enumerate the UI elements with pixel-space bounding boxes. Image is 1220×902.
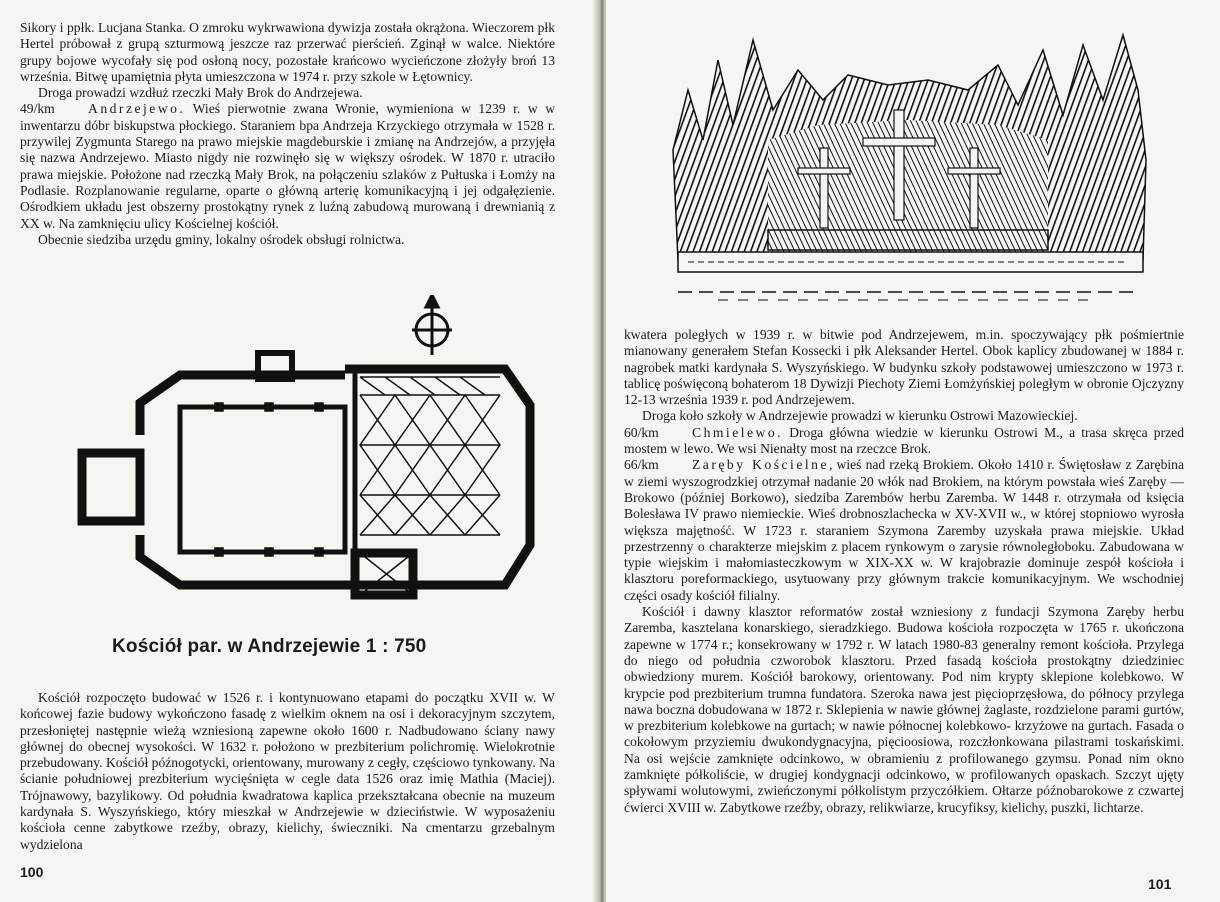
paragraph-top: kwatera poległych w 1939 r. w bitwie pod Andrzejewem, m.in. spoczywający płk pośmiertnie mianowany generałem Stefan Kossecki i płk Aleksander Hertel. Obok kaplicy zbudowanej w 1884 r. nagrobek matki kardynała S. Wyszyńskiego. W budynku szkoły podstawowej umieszczono w 1973 r. tablicę poświęconą bohaterom 18 Dywizji Piechoty Ziemi Łomżyńskiej poległym w obronie Ojczyzny 12-13 września 1939 r. pod Andrzejewem. [624, 327, 1184, 408]
entry-text: Droga główna wiedzie w kierunku Ostrowi M., a trasa skręca przed mostem w lewo. We wsi Nienałty most na rzeczce Brok. [624, 424, 1184, 457]
war-memorial-crosses-drawing [658, 30, 1158, 320]
paragraph-after: Obecnie siedziba urzędu gminy, lokalny ośrodek obsługi rolnictwa. [38, 231, 405, 247]
entry-andrzejewo [20, 101, 555, 231]
km-marker: 49/km [20, 101, 55, 117]
entry-text: Wieś pierwotnie zwana Wronie, wymieniona w 1239 r. w w inwentarzu dóbr biskupstwa płockiego. Staraniem bpa Andrzeja Krzyckiego otrzymała w 1528 r. przywilej Zygmunta Starego na prawo miejskie magdeburskie i zmianę na Andrzejów, a przyjęła się nazwa Andrzejewo. Miasto nigdy nie rozwinęło się w większy ośrodek. W 1870 r. utraciło prawa miejskie. Położone nad rzeczką Mały Brok, na połączeniu szlaków z Pułtuska i Łomży na Podlasie. Rozplanowanie regularne, oparte o główną arterię komunikacyjną i jej odgałęzienie. Ośrodkiem układu jest obszerny prostokątny rynek z luźną zabudową murowaną i drewnianią z XX w. Na zamknięciu ulicy Kościelnej kościół. [20, 101, 556, 231]
page-number-left: 100 [20, 864, 44, 880]
figure-caption: Kościół par. w Andrzejewie 1 : 750 [112, 636, 427, 657]
left-text-top [20, 20, 555, 248]
entry-name: Andrzejewo. [88, 101, 186, 117]
church-floor-plan [0, 295, 598, 625]
page-number-right: 101 [1148, 876, 1172, 892]
paragraph-church: Kościół i dawny klasztor reformatów został wzniesiony z fundacji Szymona Zaręby herbu Zaremba, kasztelana konarskiego, sieradzkiego. Budowa kościoła rozpoczęta w 1765 r. ukończona zapewne w 1774 r.; konsekrowany w 1792 r. W latach 1980-83 generalny remont kościoła. Przylega do niego od południa czworobok klasztoru. Przed fasadą kościoła prostokątny dziedziniec obwiedziony murem. Kościół barokowy, orientowany. Pod nim krypty sklepione kolebkowo. W krypcie pod prezbiterium trumna fundatora. Szeroka nawa jest pięcioprzęsłowa, do północy przylega nawa boczna dobudowana w 1872 r. Sklepienia w nawie głównej żaglaste, rozdzielone parami gurtów, w prezbiterium kolebkowe na gurtach; w nawie północnej kolebkowo- krzyżowe na gurtach. Fasada o cokołowym przyziemiu dwukondygnacyjna, pięcioosiowa, rozczłonkowana pilastrami toskańskimi. Na osi wejście zamknięte odcinkowo, w obramieniu z profilowanego gzymsu. Ponad nim okno zamknięte półkoliście, w drugiej kondygnacji odcinkowo, w profilowanych opaskach. Szczyt ujęty spływami wolutowymi, zwieńczonymi półkolistym przyczółkiem. Ołtarze późnobarokowe z czwartej ćwierci XVIII w. Zabytkowe rzeźby, obrazy, relikwiarze, krucyfiksy, kielichy, puszki, lichtarze. [624, 604, 1184, 815]
right-page [606, 0, 1220, 902]
left-page [0, 0, 598, 902]
church-paragraph: Kościół rozpoczęto budować w 1526 r. i kontynuowano etapami do początku XVII w. W końcowej fazie budowy wykończono fasadę z wielkim oknem na osi i dekoracyjnym szczytem, przesłoniętej następnie wieżą wzniesioną zapewne około 1600 r. Nadbudowano ściany nawy głównej do obecnej wysokości. W 1632 r. położono w prezbiterium polichromię. Wielokrotnie przebudowany. Kościół późnogotycki, orientowany, murowany z cegły, częściowo tynkowany. Na ścianie południowej prezbiterium wycięśnięta w cegle data 1526 oraz imię Mathia (Maciej). Trójnawowy, bazylikowy. Od południa kwadratowa kaplica przekształcana obecnie na muzeum kardynała S. Wyszyńskiego, który mieszkał w Andrzejewie w dzieciństwie. W wyposażeniu kościoła cenne zabytkowe rzeźby, obrazy, kielichy, świeczniki. Na cmentarzu grzebalnym wydzielona [20, 690, 555, 852]
entry-name: Chmielewo. [692, 424, 784, 440]
entry-zareby [624, 457, 1184, 604]
paragraph-road: Droga koło szkoły w Andrzejewie prowadzi w kierunku Ostrowi Mazowieckiej. [642, 408, 1078, 424]
paragraph-2: Droga prowadzi wzdłuż rzeczki Mały Brok do Andrzejewa. [38, 85, 363, 101]
entry-chmielewo [624, 425, 1184, 458]
entry-name: Zaręby Kościelne [692, 457, 829, 473]
entry-text: , wieś nad rzeką Brokiem. Około 1410 r. Świętosław z Zarębina w ziemi wyszogrodzkiej otrzymał nadanie 20 włók nad Brokiem, na którym powstała wieś Zaręby — Brokowo (później Borkowo), siedziba Zarembów herbu Zaremba. W 1448 r. otrzymała od księcia Bolesława IV prawo niemieckie. Wieś drobnoszlachecka w XV-XVII w., w której stopniowo wyrosła większa majętność. W 1723 r. staraniem Szymona Zaremby uzyskała prawa miejskie. Układ przestrzenny o charakterze miejskim z placem rynkowym o zarysie równoległoboku. Zabudowana w typie wiejskim i małomiasteczkowym w XIX-XX w. W krajobrazie dominuje zespół kościoła i klasztoru poreformackiego, usytuowany przy głównym trakcie komunikacyjnym. We wschodniej części osady kościół filialny. [624, 457, 1184, 603]
compass-icon [412, 295, 452, 355]
left-text-bottom [20, 690, 555, 853]
right-text [624, 327, 1184, 816]
km-marker: 66/km [624, 457, 659, 473]
km-marker: 60/km [624, 424, 659, 440]
paragraph-1: Sikory i ppłk. Lucjana Stanka. O zmroku wykrwawiona dywizja została okrążona. Wieczorem płk Hertel próbował z grupą szturmową jeszcze raz przerwać pierścień. Zginął w walce. Niektóre grupy bojowe wycofały się pod osłoną nocy, pozostałe krańcowo wycieńczone złożyły broń 13 września. Bitwę upamiętnia płyta umieszczona w 1974 r. przy szkole w Łętownicy. [20, 20, 555, 84]
